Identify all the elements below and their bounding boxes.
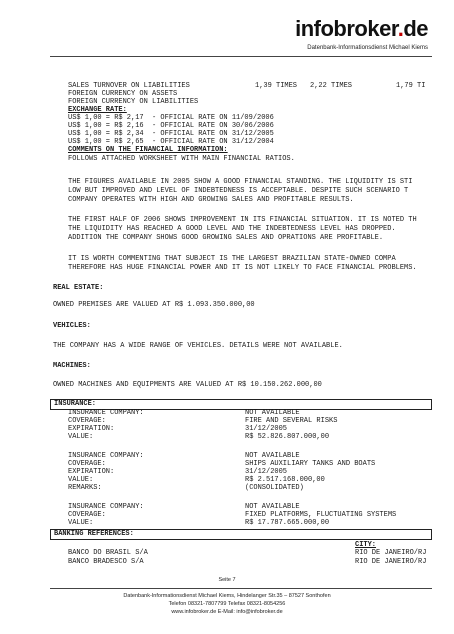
insurance-value: (CONSOLIDATED) <box>245 484 304 492</box>
machines-text: OWNED MACHINES AND EQUIPMENTS ARE VALUED AT R$ 10.150.262.000,00 <box>53 381 322 389</box>
sales-turnover-value-1: 1,39 TIMES <box>255 82 298 90</box>
insurance-label: EXPIRATION: <box>68 468 115 476</box>
insurance-value: NOT AVAILABLE <box>245 409 300 417</box>
footer-phone: Telefon 08321-7807799 Telefax 08321-8054256 <box>168 601 286 607</box>
vehicles-text: THE COMPANY HAS A WIDE RANGE OF VEHICLES. DETAILS WERE NOT AVAILABLE. <box>53 342 343 350</box>
insurance-label: COVERAGE: <box>68 460 106 468</box>
paragraph-line: IT IS WORTH COMMENTING THAT SUBJECT IS THE LARGEST BRAZILIAN STATE-OWNED COMPA <box>68 255 396 263</box>
paragraph-line: THE FIGURES AVAILABLE IN 2005 SHOW A GOOD FINANCIAL STANDING. THE LIQUIDITY IS STI <box>68 178 413 186</box>
insurance-value: NOT AVAILABLE <box>245 452 300 460</box>
insurance-label: INSURANCE COMPANY: <box>68 503 144 511</box>
bank-name: BANCO BRADESCO S/A <box>68 558 144 566</box>
insurance-value: R$ 52.826.807.000,00 <box>245 433 330 441</box>
comments-heading: COMMENTS ON THE FINANCIAL INFORMATION: <box>68 146 228 154</box>
exchange-rate-heading: EXCHANGE RATE: <box>68 106 127 114</box>
sales-turnover-value-3: 1,79 TI <box>396 82 426 90</box>
machines-heading: MACHINES: <box>53 362 91 370</box>
exchange-rate-line: US$ 1,00 = R$ 2,65 - OFFICIAL RATE ON 31/12/2004 <box>68 138 274 146</box>
header-tagline: Datenbank-Informationsdienst Michael Kiems <box>307 45 428 51</box>
header-divider <box>50 56 432 57</box>
paragraph-line: THE LIQUIDITY HAS REACHED A GOOD LEVEL AND THE INDEBTEDNESS LEVEL HAS DROPPED. <box>68 225 396 233</box>
foreign-currency-assets: FOREIGN CURRENCY ON ASSETS <box>68 90 178 98</box>
footer-address: Datenbank-Informationsdienst Michael Kiems, Hindelanger Str.35 – 87527 Sonthofen <box>123 593 331 599</box>
exchange-rate-line: US$ 1,00 = R$ 2,16 - OFFICIAL RATE ON 30/06/2006 <box>68 122 274 130</box>
real-estate-text: OWNED PREMISES ARE VALUED AT R$ 1.093.350.000,00 <box>53 301 255 309</box>
paragraph-line: LOW BUT IMPROVED AND LEVEL OF INDEBTEDNESS IS ACCEPTABLE. DESPITE SUCH SCENARIO T <box>68 187 409 195</box>
insurance-label: VALUE: <box>68 433 94 441</box>
insurance-value: R$ 17.787.665.000,00 <box>245 519 330 527</box>
infobroker-logo: infobroker.de <box>295 16 428 41</box>
comments-line: FOLLOWS ATTACHED WORKSHEET WITH MAIN FINANCIAL RATIOS. <box>68 155 295 163</box>
bank-name: BANCO DO BRASIL S/A <box>68 549 148 557</box>
page-number: Seite 7 <box>218 577 236 583</box>
insurance-label: COVERAGE: <box>68 417 106 425</box>
real-estate-heading: REAL ESTATE: <box>53 284 104 292</box>
exchange-rate-line: US$ 1,00 = R$ 2,17 - OFFICIAL RATE ON 11/09/2006 <box>68 114 274 122</box>
insurance-value: FIXED PLATFORMS, FLUCTUATING SYSTEMS <box>245 511 397 519</box>
bank-city: RIO DE JANEIRO/RJ <box>355 558 427 566</box>
insurance-label: REMARKS: <box>68 484 102 492</box>
foreign-currency-liabilities: FOREIGN CURRENCY ON LIABILITIES <box>68 98 199 106</box>
bank-city: RIO DE JANEIRO/RJ <box>355 549 427 557</box>
paragraph-line: THE FIRST HALF OF 2006 SHOWS IMPROVEMENT IN ITS FINANCIAL SITUATION. IT IS NOTED TH <box>68 216 417 224</box>
insurance-value: SHIPS AUXILIARY TANKS AND BOATS <box>245 460 376 468</box>
exchange-rate-line: US$ 1,00 = R$ 2,34 - OFFICIAL RATE ON 31/12/2005 <box>68 130 274 138</box>
insurance-value: 31/12/2005 <box>245 468 288 476</box>
insurance-label: VALUE: <box>68 519 94 527</box>
sales-turnover-label: SALES TURNOVER ON LIABILITIES <box>68 82 190 90</box>
insurance-label: EXPIRATION: <box>68 425 115 433</box>
paragraph-line: COMPANY OPERATES WITH HIGH AND GROWING SALES AND PROFITABLE RESULTS. <box>68 196 354 204</box>
insurance-value: 31/12/2005 <box>245 425 288 433</box>
insurance-value: NOT AVAILABLE <box>245 503 300 511</box>
insurance-value: R$ 2.517.168.000,00 <box>245 476 325 484</box>
banking-heading: BANKING REFERENCES: <box>54 530 134 538</box>
paragraph-line: THEREFORE HAS HUGE FINANCIAL POWER AND IT IS NOT LIKELY TO FACE FINANCIAL PROBLEMS. <box>68 264 417 272</box>
footer-web: www.infobroker.de E-Mail: info@infobroker.de <box>171 609 283 615</box>
insurance-label: INSURANCE COMPANY: <box>68 452 144 460</box>
insurance-heading: INSURANCE: <box>54 400 97 408</box>
insurance-label: COVERAGE: <box>68 511 106 519</box>
footer-divider <box>50 588 432 589</box>
insurance-label: VALUE: <box>68 476 94 484</box>
insurance-label: INSURANCE COMPANY: <box>68 409 144 417</box>
insurance-value: FIRE AND SEVERAL RISKS <box>245 417 338 425</box>
vehicles-heading: VEHICLES: <box>53 322 91 330</box>
sales-turnover-value-2: 2,22 TIMES <box>310 82 353 90</box>
city-header: CITY: <box>355 541 377 549</box>
paragraph-line: ADDITION THE COMPANY SHOWS GOOD GROWING SALES AND OPRATIONS ARE PROFITABLE. <box>68 234 384 242</box>
